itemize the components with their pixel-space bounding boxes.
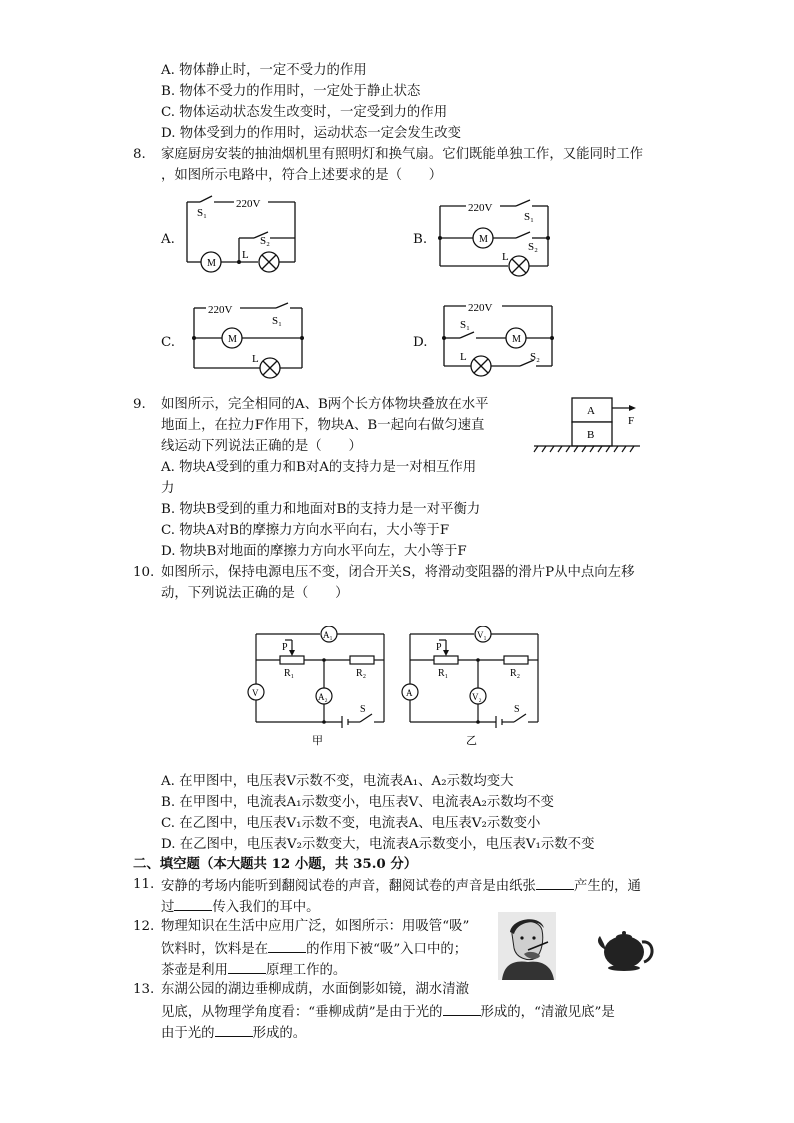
q10-yi-r1-label: R₁ [438, 668, 449, 679]
q10-stem-line1: 如图所示，保持电源电压不变，闭合开关S，将滑动变阻器的滑片P从中点向左移 [161, 565, 635, 580]
q9-stem-line2: 地面上，在拉力F作用下，物块A、B一起向右做匀速直 [161, 418, 485, 433]
q11-blank-2[interactable] [174, 897, 212, 911]
q8-circuit-b [434, 198, 560, 280]
q8a-lamp-label: L [242, 249, 249, 261]
q10-jia-r2-label: R₂ [356, 668, 367, 679]
q8-number: 8. [133, 147, 146, 162]
q9-option-b: B. 物块B受到的重力和地面对B的支持力是一对平衡力 [161, 502, 481, 517]
q11-line1 [161, 876, 641, 896]
q13-line3-text-a: 由于光的 [161, 1026, 215, 1041]
q13-blank-2[interactable] [215, 1023, 253, 1037]
q10-circuit-yi [398, 626, 548, 750]
q8a-motor-label: M [207, 258, 216, 269]
q10-option-d: D. 在乙图中，电压表V₂示数变大，电流表A示数变小，电压表V₁示数不变 [161, 837, 595, 852]
q10-number: 10. [133, 565, 155, 580]
boy-drinking-straw-image [498, 912, 556, 980]
q8b-lamp-label: L [502, 251, 509, 263]
q13-line3-text-b: 形成的。 [252, 1026, 307, 1041]
q10-jia-a1-label: A₁ [323, 630, 333, 640]
q8c-s1-label: S₁ [272, 315, 282, 327]
q8-circuit-a [182, 192, 302, 276]
q12-line2-text-a: 饮料时，饮料是在 [161, 942, 269, 957]
q7-option-a: A. 物体静止时，一定不受力的作用 [161, 63, 367, 78]
q9-stem-line3: 线运动下列说法正确的是（ ） [161, 439, 362, 454]
q8c-motor-label: M [228, 334, 237, 345]
q9-option-a-line1: A. 物块A受到的重力和B对A的支持力是一对相互作用 [161, 460, 477, 475]
q9-option-d: D. 物块B对地面的摩擦力方向水平向左，大小等于F [161, 544, 467, 559]
q11-line1-text-a: 安静的考场内能听到翻阅试卷的声音，翻阅试卷的声音是由纸张 [161, 879, 536, 894]
q13-blank-1[interactable] [443, 1002, 481, 1016]
q10-yi-a-label: A [406, 688, 413, 698]
q10-yi-s-label: S [514, 704, 520, 715]
q12-line2 [161, 939, 467, 959]
q12-number: 12. [133, 919, 155, 934]
q10-circuit-jia [244, 626, 394, 750]
q10-stem-line2: 动，下列说法正确的是（ ） [161, 586, 349, 601]
q13-line2 [161, 1002, 615, 1022]
q8d-voltage-label: 220V [468, 302, 493, 314]
q8d-s2-label: S₂ [530, 351, 540, 363]
q12-line3-text-b: 原理工作的。 [265, 963, 347, 978]
q9-blocks-figure [532, 394, 642, 456]
q10-jia-r1-label: R₁ [284, 668, 295, 679]
q9-option-c: C. 物块A对B的摩擦力方向水平向右，大小等于F [161, 523, 450, 538]
q8d-lamp-label: L [460, 351, 467, 363]
q7-option-c: C. 物体运动状态发生改变时，一定受到力的作用 [161, 105, 448, 120]
q9-number: 9. [133, 397, 146, 412]
q12-line2-text-b: 的作用下被“吸”入口中的； [306, 942, 468, 957]
q13-line2-text-a: 见底，从物理学角度看：“垂柳成荫”是由于光的 [161, 1005, 443, 1020]
q13-line2-text-b: 形成的，“清澈见底”是 [480, 1005, 615, 1020]
teapot-image [594, 926, 660, 974]
q8d-motor-label: M [512, 334, 521, 345]
q8-stem-line2: ，如图所示电路中，符合上述要求的是（ ） [161, 168, 443, 183]
q11-line2 [161, 897, 320, 917]
q8-circuit-d [438, 298, 558, 382]
q12-blank-1[interactable] [268, 939, 306, 953]
q8a-voltage-label: 220V [236, 198, 261, 210]
q12-line1: 物理知识在生活中应用广泛，如图所示：用吸管“吸” [161, 919, 470, 934]
q8a-s2-label: S₂ [260, 235, 270, 247]
q13-line1: 东湖公园的湖边垂柳成荫，水面倒影如镜，湖水清澈 [161, 982, 469, 997]
q9-block-b-label: B [587, 429, 595, 441]
q8b-motor-label: M [479, 234, 488, 245]
q10-yi-p-label: P [436, 642, 442, 653]
q10-option-a: A. 在甲图中，电压表V示数不变，电流表A₁、A₂示数均变大 [161, 774, 514, 789]
q10-jia-s-label: S [360, 704, 366, 715]
q13-number: 13. [133, 982, 155, 997]
section-heading-fill-blank: 二、填空题（本大题共 12 小题，共 35.0 分） [133, 856, 418, 872]
q8-option-d-label: D. [413, 335, 428, 350]
q11-line1-text-b: 产生的，通 [573, 879, 641, 894]
q10-jia-caption: 甲 [312, 735, 323, 747]
q9-force-label: F [628, 415, 635, 427]
q8-option-b-label: B. [413, 232, 428, 247]
q10-option-b: B. 在甲图中，电流表A₁示数变小，电压表V、电流表A₂示数均不变 [161, 795, 554, 810]
q12-line3-text-a: 茶壶是利用 [161, 963, 228, 978]
q8-option-a-label: A. [161, 232, 175, 247]
q10-jia-p-label: P [282, 642, 288, 653]
q9-block-a-label: A [587, 405, 595, 417]
q7-option-b: B. 物体不受力的作用时，一定处于静止状态 [161, 84, 421, 99]
q10-jia-a2-label: A₂ [318, 692, 328, 702]
q8-circuit-c [188, 300, 308, 384]
q8b-voltage-label: 220V [468, 202, 493, 214]
q9-stem-line1: 如图所示，完全相同的A、B两个长方体物块叠放在水平 [161, 397, 489, 412]
q8b-s2-label: S₂ [528, 241, 538, 253]
q11-line2-text-a: 过 [161, 900, 175, 915]
q10-yi-r2-label: R₂ [510, 668, 521, 679]
q8-option-c-label: C. [161, 335, 176, 350]
q8d-s1-label: S₁ [460, 319, 470, 331]
q10-jia-v-label: V [252, 688, 259, 698]
q8a-s1-label: S₁ [197, 207, 207, 219]
q11-number: 11. [133, 877, 155, 892]
q12-blank-2[interactable] [228, 960, 266, 974]
q10-yi-v2-label: V₂ [472, 692, 482, 702]
q10-yi-v1-label: V₁ [477, 630, 487, 640]
q12-line3 [161, 960, 346, 980]
q13-line3 [161, 1023, 306, 1043]
q10-option-c: C. 在乙图中，电压表V₁示数不变，电流表A、电压表V₂示数变小 [161, 816, 541, 831]
q9-option-a-line2: 力 [161, 481, 175, 496]
q8b-s1-label: S₁ [524, 211, 534, 223]
q11-line2-text-b: 传入我们的耳中。 [212, 900, 320, 915]
q8-stem-line1: 家庭厨房安装的抽油烟机里有照明灯和换气扇。它们既能单独工作，又能同时工作 [161, 147, 644, 162]
q11-blank-1[interactable] [536, 876, 574, 890]
q8c-voltage-label: 220V [208, 304, 233, 316]
q10-yi-caption: 乙 [466, 735, 477, 747]
q8c-lamp-label: L [252, 353, 259, 365]
q7-option-d: D. 物体受到力的作用时，运动状态一定会发生改变 [161, 126, 461, 141]
